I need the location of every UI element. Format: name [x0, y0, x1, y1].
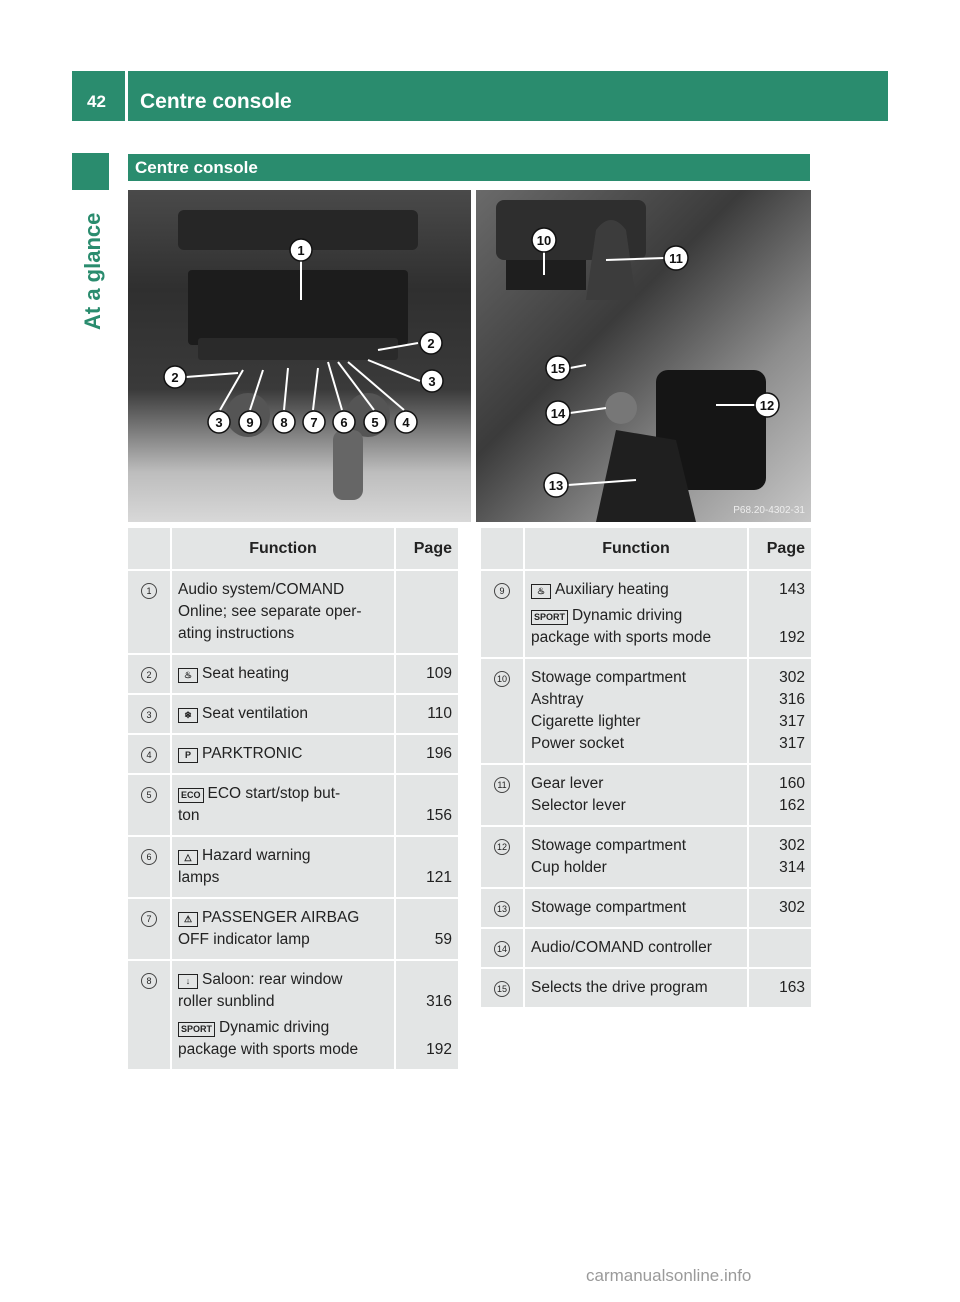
- function-label: PASSENGER AIRBAG: [202, 909, 360, 926]
- function-text: [178, 845, 388, 867]
- callout-12: [755, 393, 779, 417]
- callout-3-left: [208, 411, 230, 433]
- seat-ventilation-icon: ❄: [178, 708, 198, 723]
- stowage-compartment-front: [506, 260, 586, 290]
- function-cell: [525, 927, 749, 967]
- function-label: Stowage compartment: [531, 899, 687, 916]
- svg-text:12: 12: [759, 398, 775, 413]
- callout-5: [364, 411, 386, 433]
- table-row: [128, 773, 458, 835]
- page-number-text: [402, 783, 452, 805]
- function-label: Stowage compartment: [531, 837, 687, 854]
- item-number-badge: 12: [494, 839, 510, 855]
- function-table-left: [128, 528, 458, 1069]
- function-text: [178, 969, 388, 991]
- function-cell: [172, 897, 396, 959]
- function-label: Audio system/COMAND: [178, 581, 345, 598]
- page-number-text: 143: [779, 581, 805, 598]
- comand-unit: [188, 270, 408, 345]
- comand-controller: [605, 392, 637, 424]
- num-header: [128, 528, 172, 569]
- table-row: [481, 825, 811, 887]
- function-cell: [525, 887, 749, 927]
- function-label: Hazard warning: [202, 847, 311, 864]
- function-text: [178, 783, 388, 805]
- function-cell: [525, 657, 749, 763]
- button-strip: [198, 338, 398, 360]
- svg-text:2: 2: [171, 370, 179, 385]
- table-row: [481, 927, 811, 967]
- svg-text:3: 3: [215, 415, 223, 430]
- table-row: [128, 653, 458, 693]
- header-divider: [125, 71, 128, 121]
- function-text: [531, 605, 741, 627]
- table-row: [481, 887, 811, 927]
- parktronic-off-icon: P: [178, 748, 198, 763]
- item-number: [481, 927, 525, 967]
- section-title: Centre console: [135, 158, 258, 177]
- svg-text:8: 8: [280, 415, 288, 430]
- item-number-badge: 9: [494, 583, 510, 599]
- page-number-text: 109: [426, 665, 452, 682]
- page-number-text: [402, 845, 452, 867]
- function-text: [531, 627, 741, 649]
- function-cell: [172, 835, 396, 897]
- function-cell: [172, 773, 396, 835]
- page-cell: [749, 927, 811, 967]
- function-text: [178, 805, 388, 827]
- function-header: Function: [172, 528, 396, 569]
- item-number: [128, 835, 172, 897]
- function-label: Online; see separate oper-: [178, 603, 362, 620]
- watermark: carmanualsonline.info: [586, 1266, 752, 1285]
- page-number-text: 163: [779, 979, 805, 996]
- page-number-text: 302: [779, 899, 805, 916]
- page-number-text: 196: [426, 745, 452, 762]
- callout-9: [239, 411, 261, 433]
- function-text: [178, 703, 388, 725]
- page-number-text: 59: [434, 931, 452, 948]
- airbag-off-icon: ⚠: [178, 912, 198, 927]
- item-number-badge: 3: [141, 707, 157, 723]
- function-label: Selector lever: [531, 797, 626, 814]
- page-cell: [396, 653, 458, 693]
- function-header: Function: [525, 528, 749, 569]
- table-row: [128, 959, 458, 1069]
- table-row: [128, 897, 458, 959]
- table-row: [128, 693, 458, 733]
- function-label: Saloon: rear window: [202, 971, 343, 988]
- function-cell: [525, 967, 749, 1007]
- sport-icon: SPORT: [178, 1022, 215, 1037]
- item-number-badge: 2: [141, 667, 157, 683]
- function-text: [531, 857, 741, 879]
- seat-heating-icon: ♨: [178, 668, 198, 683]
- item-number-badge: 8: [141, 973, 157, 989]
- item-number-badge: 5: [141, 787, 157, 803]
- item-number-badge: 4: [141, 747, 157, 763]
- callout-2-right: [420, 332, 442, 354]
- function-text: [178, 929, 388, 951]
- function-text: [531, 579, 741, 601]
- item-number: [128, 959, 172, 1069]
- function-text: [178, 1039, 388, 1061]
- page-number-text: [755, 605, 805, 627]
- page-number: 42: [87, 92, 106, 111]
- svg-text:14: 14: [550, 406, 566, 421]
- function-cell: [525, 763, 749, 825]
- table-row: [128, 835, 458, 897]
- table-row: [128, 733, 458, 773]
- function-cell: [525, 569, 749, 657]
- page-number-text: [402, 601, 452, 623]
- num-header: [481, 528, 525, 569]
- function-cell: [172, 959, 396, 1069]
- function-text: [178, 663, 388, 685]
- page-number-text: 316: [779, 691, 805, 708]
- page-cell: [396, 835, 458, 897]
- svg-text:5: 5: [371, 415, 379, 430]
- table-row: [128, 569, 458, 653]
- hazard-warning-icon: △: [178, 850, 198, 865]
- page-cell: [749, 657, 811, 763]
- function-table-right: [481, 528, 811, 1007]
- function-text: [531, 733, 741, 755]
- callout-13: [544, 473, 568, 497]
- item-number-badge: 1: [141, 583, 157, 599]
- rear-sunblind-icon: ↓: [178, 974, 198, 989]
- function-cell: [172, 653, 396, 693]
- function-text: [178, 601, 388, 623]
- centre-console-photo-left: [128, 190, 471, 522]
- svg-text:11: 11: [669, 251, 683, 266]
- image-reference-code: P68.20-4302-31: [733, 505, 805, 516]
- page-cell: [396, 897, 458, 959]
- table-row: [481, 967, 811, 1007]
- function-label: lamps: [178, 869, 220, 886]
- function-label: ton: [178, 807, 200, 824]
- svg-text:13: 13: [548, 478, 564, 493]
- item-number-badge: 7: [141, 911, 157, 927]
- function-text: [178, 867, 388, 889]
- centre-console-photo-right: [476, 190, 811, 522]
- page-number-text: 121: [426, 869, 452, 886]
- page-number-text: [402, 907, 452, 929]
- sport-icon: SPORT: [531, 610, 568, 625]
- callout-6: [333, 411, 355, 433]
- function-text: [531, 773, 741, 795]
- table-row: [481, 763, 811, 825]
- function-label: Cigarette lighter: [531, 713, 641, 730]
- callout-4: [395, 411, 417, 433]
- page-cell: [749, 825, 811, 887]
- page-number-text: 192: [426, 1041, 452, 1058]
- function-cell: [172, 569, 396, 653]
- function-label: ating instructions: [178, 625, 295, 642]
- function-text: [178, 743, 388, 765]
- table-row: [481, 657, 811, 763]
- callout-10: [532, 228, 556, 252]
- function-text: [178, 623, 388, 645]
- function-label: Seat heating: [202, 665, 290, 682]
- function-label: Cup holder: [531, 859, 607, 876]
- callout-11: [664, 246, 688, 270]
- page-number-text: 317: [779, 713, 805, 730]
- item-number: [481, 569, 525, 657]
- function-label: Gear lever: [531, 775, 604, 792]
- item-number-badge: 14: [494, 941, 510, 957]
- item-number-badge: 10: [494, 671, 510, 687]
- callout-3-right: [421, 370, 443, 392]
- function-text: [178, 907, 388, 929]
- item-number: [128, 693, 172, 733]
- page-header: Page: [749, 528, 811, 569]
- callout-15: [546, 356, 570, 380]
- page-number-text: [755, 937, 805, 959]
- item-number: [481, 657, 525, 763]
- page-number-text: [402, 1017, 452, 1039]
- item-number-badge: 11: [494, 777, 510, 793]
- page-cell: [749, 967, 811, 1007]
- page-cell: [396, 733, 458, 773]
- function-text: [531, 977, 741, 999]
- item-number: [128, 897, 172, 959]
- function-text: [178, 1017, 388, 1039]
- svg-text:3: 3: [428, 374, 436, 389]
- page-number-text: 162: [779, 797, 805, 814]
- function-text: [531, 835, 741, 857]
- function-text: [178, 579, 388, 601]
- page-number-text: 316: [426, 993, 452, 1010]
- function-label: package with sports mode: [531, 629, 712, 646]
- page-number-text: 302: [779, 837, 805, 854]
- item-number: [481, 763, 525, 825]
- function-label: Ashtray: [531, 691, 584, 708]
- item-number: [481, 825, 525, 887]
- svg-text:4: 4: [402, 415, 410, 430]
- page-cell: [396, 959, 458, 1069]
- callout-2-left: [164, 366, 186, 388]
- function-text: [531, 689, 741, 711]
- function-text: [531, 667, 741, 689]
- page-header: Page: [396, 528, 458, 569]
- page-number-text: [402, 623, 452, 645]
- callout-14: [546, 401, 570, 425]
- svg-text:9: 9: [246, 415, 254, 430]
- function-label: Stowage compartment: [531, 669, 687, 686]
- page-number-text: 314: [779, 859, 805, 876]
- item-number: [128, 773, 172, 835]
- function-cell: [172, 733, 396, 773]
- side-tab-label: At a glance: [80, 212, 105, 330]
- gear-lever: [333, 430, 363, 500]
- page-cell: [749, 569, 811, 657]
- function-label: Dynamic driving: [572, 607, 683, 624]
- function-label: Selects the drive program: [531, 979, 708, 996]
- page-number-text: 302: [779, 669, 805, 686]
- item-number: [128, 733, 172, 773]
- item-number-badge: 15: [494, 981, 510, 997]
- page-number-text: 317: [779, 735, 805, 752]
- page-cell: [396, 693, 458, 733]
- function-cell: [172, 693, 396, 733]
- function-cell: [525, 825, 749, 887]
- item-number: [481, 887, 525, 927]
- item-number: [128, 653, 172, 693]
- table-row: [481, 569, 811, 657]
- svg-text:7: 7: [310, 415, 318, 430]
- function-label: Seat ventilation: [202, 705, 308, 722]
- function-label: ECO start/stop but-: [207, 785, 341, 802]
- function-text: [178, 991, 388, 1013]
- function-text: [531, 897, 741, 919]
- page-number-text: 110: [427, 705, 452, 722]
- auxiliary-heating-icon: ♨: [531, 584, 551, 599]
- page-number-text: [402, 969, 452, 991]
- svg-text:6: 6: [340, 415, 348, 430]
- page-cell: [749, 887, 811, 927]
- function-text: [531, 711, 741, 733]
- callout-1: [290, 239, 312, 261]
- svg-text:10: 10: [536, 233, 552, 248]
- item-number: [128, 569, 172, 653]
- item-number-badge: 13: [494, 901, 510, 917]
- function-label: roller sunblind: [178, 993, 275, 1010]
- right-photo-drawing: [476, 190, 811, 522]
- item-number-badge: 6: [141, 849, 157, 865]
- eco-icon: ECO: [178, 788, 204, 803]
- function-text: [531, 795, 741, 817]
- function-label: OFF indicator lamp: [178, 931, 310, 948]
- callout-8: [273, 411, 295, 433]
- page-number-text: 192: [779, 629, 805, 646]
- function-label: Audio/COMAND controller: [531, 939, 712, 956]
- function-text: [531, 937, 741, 959]
- svg-text:2: 2: [427, 336, 435, 351]
- function-label: PARKTRONIC: [202, 745, 303, 762]
- callout-7: [303, 411, 325, 433]
- page-number-text: 160: [779, 775, 805, 792]
- svg-text:15: 15: [550, 361, 566, 376]
- page-title: Centre console: [140, 90, 292, 113]
- side-tab-marker: [72, 153, 109, 190]
- left-photo-drawing: [128, 190, 471, 522]
- function-label: package with sports mode: [178, 1041, 359, 1058]
- svg-text:1: 1: [297, 243, 305, 258]
- page-cell: [396, 773, 458, 835]
- function-label: Auxiliary heating: [555, 581, 669, 598]
- function-label: Dynamic driving: [219, 1019, 330, 1036]
- page-number-text: [402, 579, 452, 601]
- page-cell: [396, 569, 458, 653]
- function-label: Power socket: [531, 735, 625, 752]
- page-number-text: 156: [426, 807, 452, 824]
- page-cell: [749, 763, 811, 825]
- item-number: [481, 967, 525, 1007]
